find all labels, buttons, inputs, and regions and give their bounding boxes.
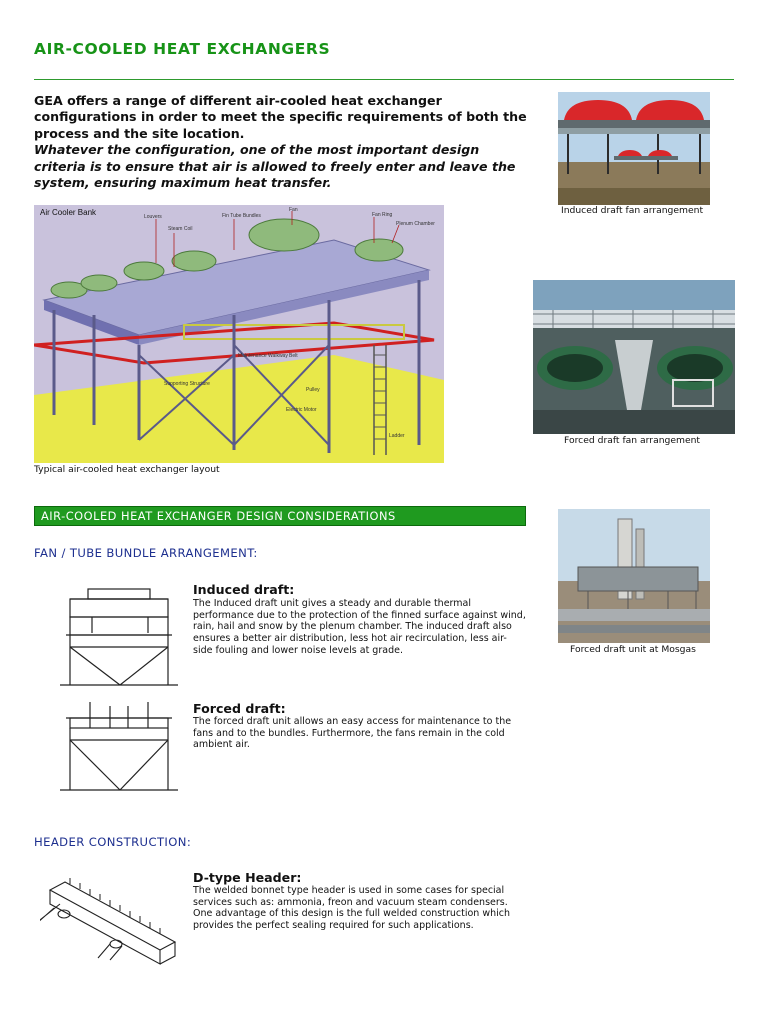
label-steam-coil: Steam Coil [168,226,193,232]
induced-draft-line: performance due to the protection of the finned surface against wind, [193,609,526,621]
forced-draft-caption: Forced draft fan arrangement [564,435,701,446]
label-fin-tube-bundles: Fin Tube Bundles [222,213,261,219]
mosgas-photo [558,509,710,643]
d-type-header-line: provides the perfect sealing required for such applications. [193,920,474,932]
d-type-header-line: One advantage of this design is the full welded construction which [193,908,511,920]
induced-draft-text [193,598,533,657]
forced-draft-line: ambient air. [193,739,250,751]
intro-paragraph [34,93,534,191]
page-title: AIR-COOLED HEAT EXCHANGERS [34,40,331,58]
forced-draft-text [193,716,533,751]
diagram-heading: Air Cooler Bank [40,208,97,217]
label-fan: Fan [289,207,298,213]
forced-draft-photo [533,280,735,434]
induced-draft-sketch [60,585,178,690]
label-electric-motor: Electric Motor [286,407,317,413]
forced-draft-line: The forced draft unit allows an easy access for maintenance to the [193,716,512,727]
d-type-header-sketch [40,870,185,975]
induced-draft-line: ensures a better air distribution, less hot air recirculation, less air- [193,633,507,645]
label-belt: Belt [289,353,298,359]
label-louvers: Louvers [144,214,162,220]
diagram-caption: Typical air-cooled heat exchanger layout [34,464,220,475]
label-supporting-structure: Supporting Structure [164,381,210,387]
d-type-header-line: services such as: ammonia, freon and vacuum steam condensers. [193,896,508,908]
induced-draft-caption: Induced draft fan arrangement [561,205,704,216]
intro-text: GEA offers a range of different air-cooled heat exchanger configurations in order to meet the specific requirements of both the process and the site location. [34,93,527,141]
forced-draft-heading: Forced draft: [193,701,286,716]
intro-emphasis: Whatever the configuration, one of the most important design criteria is to ensure that air is allowed to freely enter and leave the system, ensuring maximum heat transfer. [34,142,516,191]
label-plenum-chamber: Plenum Chamber [396,221,435,227]
d-type-header-heading: D-type Header: [193,870,302,885]
air-cooler-bank-diagram [34,205,444,463]
d-type-header-line: The welded bonnet type header is used in some cases for special [193,885,505,896]
induced-draft-line: rain, hail and snow by the plenum chamber. The induced draft also [193,621,512,633]
forced-draft-sketch [60,700,178,795]
title-divider [34,79,734,80]
section-bar-label: AIR-COOLED HEAT EXCHANGER DESIGN CONSIDERATIONS [41,509,396,523]
label-fan-ring: Fan Ring [372,212,393,218]
fan-tube-bundle-heading: FAN / TUBE BUNDLE ARRANGEMENT: [34,546,258,560]
design-considerations-bar [34,506,526,526]
mosgas-caption: Forced draft unit at Mosgas [570,644,696,655]
induced-draft-line: side fouling and lower noise levels at grade. [193,644,403,656]
label-ladder: Ladder [389,433,405,439]
induced-draft-heading: Induced draft: [193,582,295,597]
forced-draft-line: fans and to the bundles. Furthermore, the fans remain in the cold [193,727,505,739]
label-maintenance-walkway: Maintenance Walkway [238,353,288,359]
header-construction-heading: HEADER CONSTRUCTION: [34,835,192,849]
d-type-header-text [193,885,533,932]
induced-draft-photo [558,92,710,205]
induced-draft-line: The Induced draft unit gives a steady and durable thermal [193,598,471,609]
label-pulley: Pulley [306,387,320,393]
